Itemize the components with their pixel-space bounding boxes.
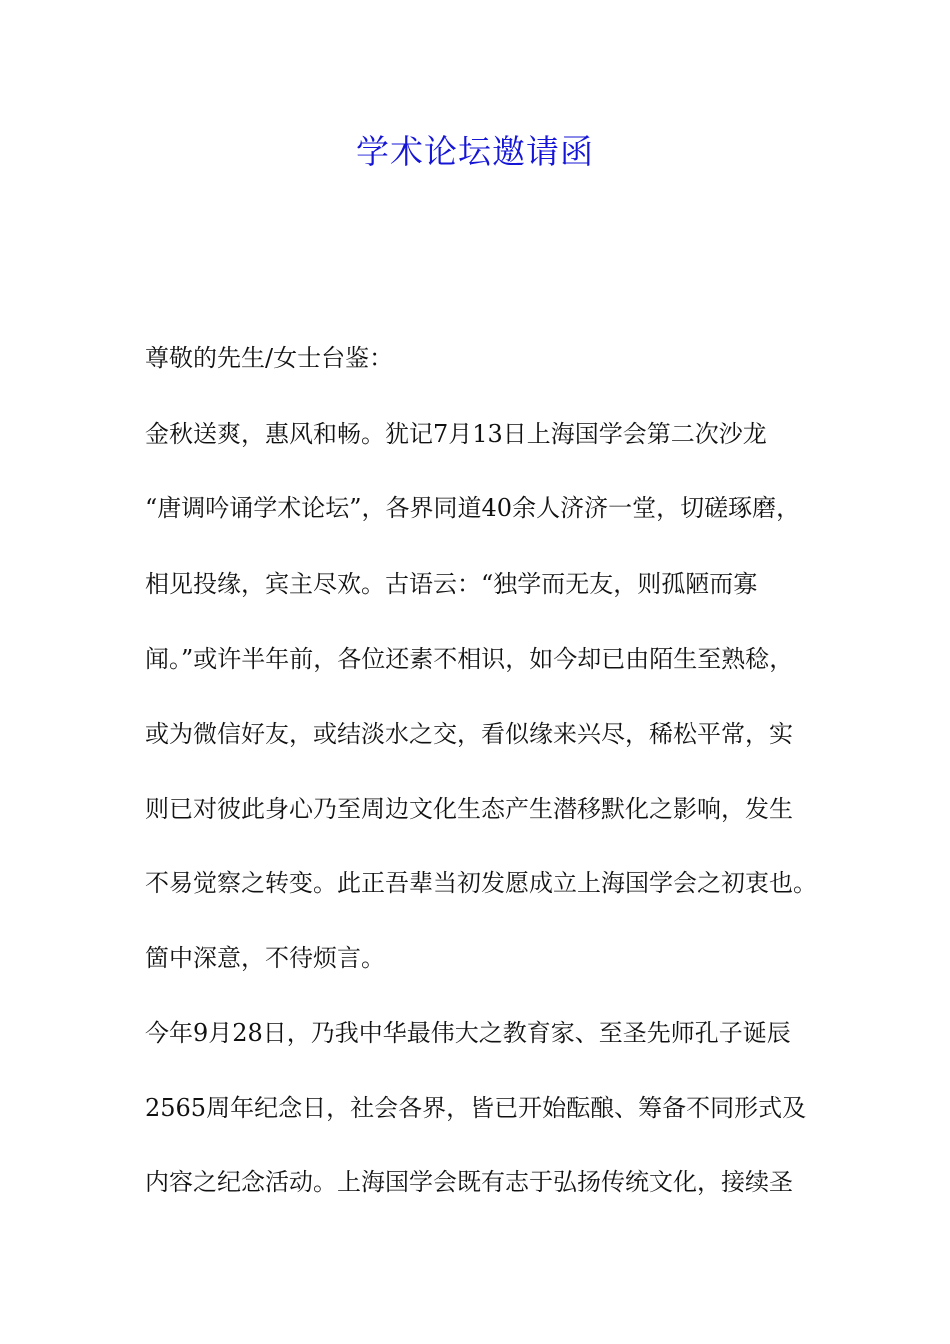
body-line: 今年9月28日，乃我中华最伟大之教育家、至圣先师孔子诞辰 [145, 1019, 791, 1047]
document-title: 学术论坛邀请函 [356, 132, 594, 171]
body-line: 则已对彼此身心乃至周边文化生态产生潜移默化之影响，发生 [145, 795, 793, 823]
body-line: 金秋送爽，惠风和畅。犹记7月13日上海国学会第二次沙龙 [145, 420, 767, 448]
body-line: 箇中深意，不待烦言。 [145, 944, 385, 972]
body-line: “唐调吟诵学术论坛”，各界同道40余人济济一堂，切磋琢磨， [145, 494, 801, 522]
salutation-line: 尊敬的先生/女士台鉴： [145, 344, 394, 372]
body-line: 相见投缘，宾主尽欢。古语云：“独学而无友，则孤陋而寡 [145, 570, 758, 598]
body-line: 内容之纪念活动。上海国学会既有志于弘扬传统文化，接续圣 [145, 1168, 793, 1196]
body-line: 不易觉察之转变。此正吾辈当初发愿成立上海国学会之初衷也。 [145, 869, 817, 897]
body-line: 或为微信好友，或结淡水之交，看似缘来兴尽，稀松平常，实 [145, 720, 793, 748]
body-line: 闻。”或许半年前，各位还素不相识，如今却已由陌生至熟稔， [145, 645, 794, 673]
body-line: 2565周年纪念日，社会各界，皆已开始酝酿、筹备不同形式及 [145, 1094, 807, 1122]
